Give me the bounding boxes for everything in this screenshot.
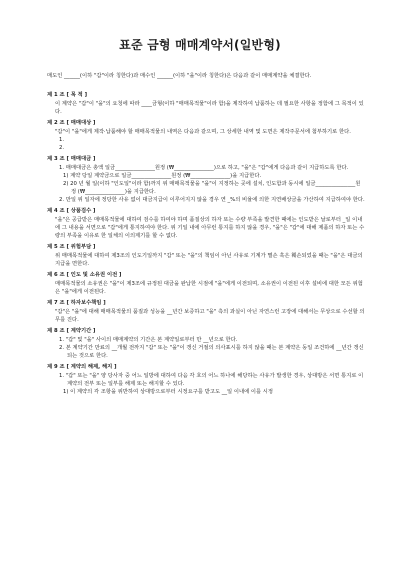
- list-item: 2. 본 계약기간 만료의 __개월 전까지 "갑" 또는 "을"이 갱신 거절의 의사표시를 하지 않을 때는 본 계약은 동일 조건하에 __년간 갱신되는 것으로 한다.: [59, 345, 364, 359]
- list-item: 1. "갑" 및 "을" 사이의 매매계약의 기간은 본 계약일로부터 만 __년으로 한다.: [59, 337, 238, 343]
- article-6: [47, 271, 365, 296]
- contract-body: [47, 72, 365, 399]
- article-text: 위 매매목적물에 대하여 제3조의 인도기일까지 "갑" 또는 "을"의 책임이 아닌 사유로 기계가 멸손 혹은 훼손되었을 때는 "을"은 대금의 지급을 면한다.: [55, 253, 363, 267]
- article-heading: 제 4 조 [ 상품검수 ]: [47, 208, 96, 214]
- intro-paragraph: 매도인 ______(이하 "갑"이라 칭한다)과 매수인 ______(이하 "을"이라 칭한다)은 다음과 같이 매매계약을 체결한다.: [47, 73, 312, 79]
- list-item: 1.: [59, 137, 65, 143]
- article-heading: 제 7 조 [ 하자보수책임 ]: [47, 300, 106, 306]
- article-text: "갑"이 "을"에게 제작·납품해야 할 매매목적물의 내역은 다음과 같으며, 그 상세한 내역 및 도면은 제작주문서에 첨부하기로 한다.: [55, 129, 351, 135]
- article-heading: 제 2 조 [ 매매대상 ]: [47, 120, 96, 126]
- article-heading: 제 8 조 [ 계약기간 ]: [47, 328, 96, 334]
- article-text: "을"은 공급받은 매매목적물에 대하여 검수를 하여야 하며 품질상의 하자 또는 수량 부족을 발견한 때에는 인도받은 날로부터 _일 이내에 그 내용을 서면으로 "갑"에게 통지하여야 한다. 위 기일 내에 아무런 통지를 하지 않을 경우, "을"은 "갑"에 대해 제품의 하자 또는 수량의 부족을 이유로 한 일체의 이의제기를 할 수 없다.: [55, 217, 365, 239]
- document-title: 표준 금형 매매계약서(일반형): [119, 38, 281, 52]
- article-3: [47, 155, 365, 204]
- sub-list-item: 1) 계약 당일 계약금으로 일금_______________원정 (₩_______________)을 지급한다.: [63, 173, 262, 179]
- article-text: 이 계약은 "갑"이 "을"의 요청에 따라 ____금형(이하 "매매목적물"이라 함)을 제작하여 납품하는 데 필요한 사항을 정함에 그 목적이 있다.: [55, 101, 364, 115]
- article-2: [47, 119, 365, 152]
- list-item: 2. 만일 위 일자에 정당한 사유 없이 대금지급이 이루어지지 않을 경우 연 _%의 비율에 의한 지연배상금을 가산하여 지급하여야 한다.: [59, 197, 365, 203]
- article-5: [47, 243, 365, 268]
- article-heading: 제 5 조 [ 위험부담 ]: [47, 244, 96, 250]
- article-text: "갑"은 "을"에 대해 매매목적물의 품질과 성능을 __년간 보증하고 "을" 측의 과실이 아닌 자연스런 고장에 대해서는 무상으로 수선할 의무를 진다.: [55, 309, 365, 323]
- article-heading: 제 6 조 [ 인도 및 소유권 이전 ]: [47, 272, 122, 278]
- article-8: [47, 327, 365, 360]
- article-1: [47, 91, 365, 116]
- article-heading: 제 9 조 [ 계약의 해제, 해지 ]: [47, 364, 117, 370]
- article-9: [47, 363, 365, 396]
- sub-list-item: 2) 20 년 월 일(이하 "인도일"이라 함)까지 위 매매목적물을 "을"이 지정하는 곳에 설치, 인도함과 동시에 일금_______________원정 (₩_______________)을 지급한다.: [63, 181, 361, 195]
- list-item: 1. 매매대금은 총액 일금_______________원정 (₩_______________)으로 하고, "을"은 "갑"에게 다음과 같이 지급하도록 한다.: [59, 165, 349, 171]
- list-item: 2.: [59, 145, 65, 151]
- article-heading: 제 3 조 [ 매매대금 ]: [47, 156, 96, 162]
- list-item: 1. "갑" 또는 "을" 양 당사자 중 어느 일방에 대하여 다음 각 호의 어느 하나에 해당하는 사유가 발생한 경우, 상대방은 서면 통지로 이 계약의 전부 또는 일부를 해제 또는 해지할 수 있다.: [59, 373, 364, 387]
- sub-list-item: 1) 이 계약의 각 조항을 위반하여 상대방으로부터 시정요구를 받고도 __일 이내에 이를 시정: [63, 389, 274, 395]
- article-heading: 제 1 조 [ 목 적 ]: [47, 92, 88, 98]
- article-text: 매매목적물의 소유권은 "을"이 제3조에 규정된 대금을 완납한 시점에 "을"에게 이전되며, 소유권이 이전된 이후 설비에 대한 모든 위험은 "을"에게 이전된다.: [55, 281, 363, 295]
- article-4: [47, 207, 365, 240]
- article-7: [47, 299, 365, 324]
